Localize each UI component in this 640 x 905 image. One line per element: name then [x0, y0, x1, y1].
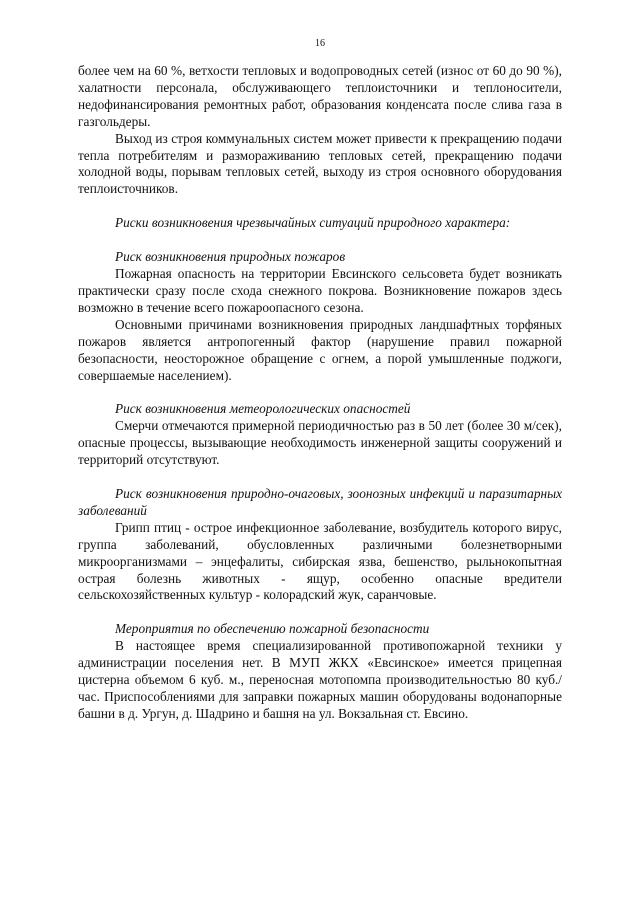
paragraph-bird-flu: Грипп птиц - острое инфекционное заболевание, возбудитель которого вирус, группа заболеваний, обусловленных различными болезнетворными микроорганизмами – энцефалиты, сибирская язва, бешенство, рыльнокопытная острая болезнь животных - ящур, особенно опасные вредители сельскохозяйственных культур - колорадский жук, саранчовые.: [78, 519, 562, 603]
paragraph-fire-causes: Основными причинами возникновения природных ландшафтных торфяных пожаров является антропогенный фактор (нарушение правил пожарной безопасности, неосторожное обращение с огнем, а порой умышленные поджоги, совершаемые населением).: [78, 316, 562, 383]
paragraph-infrastructure-causes: более чем на 60 %, ветхости тепловых и водопроводных сетей (износ от 60 до 90 %), халатности персонала, обслуживающего теплоисточники и теплоносители, недофинансирования ремонтных работ, образования конденсата после слива газа в газгольдеры.: [78, 63, 562, 129]
subheading-fire-safety-measures: Мероприятия по обеспечению пожарной безопасности: [115, 621, 430, 637]
page-number: 16: [315, 38, 325, 49]
subheading-infection-risk: Риск возникновения природно-очаговых, зоонозных инфекций и паразитарных заболеваний: [78, 486, 562, 518]
subheading-wildfire-risk: Риск возникновения природных пожаров: [115, 249, 346, 265]
paragraph-utility-failure: Выход из строя коммунальных систем может привести к прекращению подачи тепла потребителям и размораживанию тепловых сетей, прекращению подачи холодной воды, порывам тепловых сетей, выходу из строя основного оборудования теплоисточников.: [78, 130, 562, 197]
page-body: [78, 63, 562, 723]
paragraph-tornadoes: Смерчи отмечаются примерной периодичностью раз в 50 лет (более 30 м/сек), опасные процессы, вызывающие необходимость инженерной защиты сооружений и территорий отсутствуют.: [78, 418, 562, 468]
section-heading-natural-risks: Риски возникновения чрезвычайных ситуаций природного характера:: [115, 215, 511, 231]
subheading-meteorological-risk: Риск возникновения метеорологических опасностей: [115, 401, 411, 417]
paragraph-fire-equipment: В настоящее время специализированной противопожарной техники у администрации поселения нет. В МУП ЖКХ «Евсинское» имеется прицепная цистерна объемом 6 куб. м., переносная мотопомпа производительностью 80 куб./час. Приспособлениями для заправки пожарных машин оборудованы водонапорные башни в д. Ургун, д. Шадрино и башня на ул. Вокзальная ст. Евсино.: [78, 638, 562, 721]
paragraph-fire-danger: Пожарная опасность на территории Евсинского сельсовета будет возникать практически сразу после схода снежного покрова. Возникновение пожаров здесь возможно в течение всего пожароопасного сезона.: [78, 266, 562, 315]
